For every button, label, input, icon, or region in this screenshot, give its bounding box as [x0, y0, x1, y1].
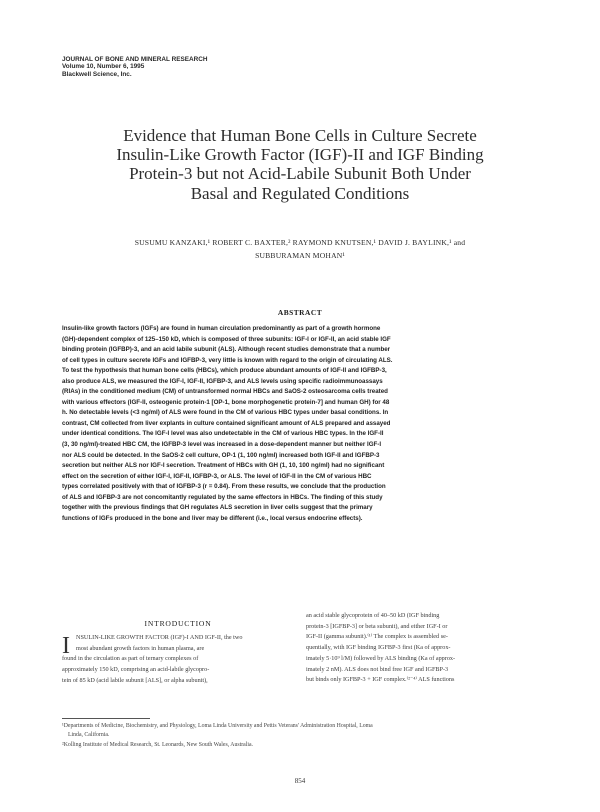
journal-publisher: Blackwell Science, Inc. [62, 70, 132, 78]
title-line: Insulin-Like Growth Factor (IGF)-II and IGF Binding [116, 145, 484, 165]
title-line: Evidence that Human Bone Cells in Culture Secrete [123, 126, 477, 145]
abstract-line: of cell types in culture secrete IGFs and IGFBP-3, very little is known with regard to the origin of circulating ALS. [62, 356, 393, 364]
intro-line: approximately 150 kD, comprising an acid-labile glycopro- [62, 666, 210, 674]
abstract-line: of ALS and IGFBP-3 are not concomitantly regulated by the same effectors in HBCs. The finding of this study [62, 493, 383, 501]
abstract-line: nor ALS could be detected. In the SaOS-2 cell culture, OP-1 (1, 100 ng/ml) increased both IGF-II and IGFBP-3 [62, 451, 380, 459]
authors-line: SUSUMU KANZAKI,¹ ROBERT C. BAXTER,² RAYMOND KNUTSEN,¹ DAVID J. BAYLINK,¹ and [134, 238, 466, 247]
abstract-line: also produce ALS, we measured the IGF-I, IGF-II, IGFBP-3, and ALS levels using specific radioimmunoassays [62, 377, 383, 385]
intro-line: found in the circulation as part of ternary complexes of [62, 655, 199, 663]
intro-line: quentially, with IGF binding IGFBP-3 first (Ka of approx- [306, 644, 451, 652]
abstract-line: Insulin-like growth factors (IGFs) are found in human circulation predominantly as part of a growth hormone [62, 325, 381, 332]
journal-name: JOURNAL OF BONE AND MINERAL RESEARCH [62, 56, 208, 63]
intro-line: but binds only IGFBP-3 + IGF complex.⁽²⁻⁴⁾ ALS functions [306, 676, 455, 684]
abstract-line: h. No detectable levels (<3 ng/ml) of ALS were found in the CM of various HBC types under basal conditions. In [62, 409, 389, 417]
intro-line: protein-3 [IGFBP-3] or beta subunit), and either IGF-I or [306, 622, 448, 630]
introduction-right-column [306, 611, 540, 686]
abstract-line: (RIAs) in the conditioned medium (CM) of untransformed normal HBCs and SaOS-2 osteosarcoma cells treated [62, 388, 388, 396]
article-title [60, 126, 540, 203]
footnote-line: ²Kolling Institute of Medical Research, St. Leonards, New South Wales, Australia. [62, 741, 253, 748]
author-list [60, 236, 540, 262]
abstract-line: binding protein (IGFBP)-3, and an acid labile subunit (ALS). Although recent studies demonstrate that a number [62, 346, 391, 354]
abstract-line: contrast, CM collected from liver explants in culture contained significant amount of ALS prepared and assayed [62, 419, 391, 427]
abstract-line: together with the previous findings that GH regulates ALS secretion in liver cells suggest that the primary [62, 504, 373, 512]
footnote-line: Linda, California. [68, 732, 110, 739]
introduction-heading: INTRODUCTION [144, 619, 212, 628]
intro-line: imately 2 nM). ALS does not bind free IGF and IGFBP-3 [306, 665, 449, 673]
drop-cap: I [62, 633, 70, 659]
abstract-line: effect on the secretion of either IGF-I, IGF-II, IGFBP-3, or ALS. The level of IGF-II in the CM of various HBC [62, 472, 372, 480]
abstract-line: functions of IGFs produced in the bone and liver may be different (i.e., local versus endocrine effects). [62, 514, 363, 522]
footnotes [62, 722, 540, 750]
intro-line: NSULIN-LIKE GROWTH FACTOR (IGF)-I AND IGF-II, the two [76, 634, 243, 641]
intro-line: IGF-II (gamma subunit).⁽¹⁾ The complex is assembled se- [306, 633, 448, 641]
journal-volume: Volume 10, Number 6, 1995 [62, 63, 145, 71]
intro-line: most abundant growth factors in human plasma, are [76, 644, 205, 652]
abstract-line: (3, 30 ng/ml)-treated HBC CM, the IGFBP-3 level was increased in a dose-dependent manner but neither IGF-I [62, 441, 382, 449]
footnote-line: ¹Departments of Medicine, Biochemistry, and Physiology, Loma Linda University and Pettis Veterans' Administration Hospital, Loma [62, 723, 373, 729]
abstract-line: types correlated positively with that of IGFBP-3 (r = 0.84). From these results, we conclude that the production [62, 483, 386, 491]
intro-line: an acid stable glycoprotein of 40–50 kD (IGF binding [306, 612, 440, 619]
abstract-body [62, 324, 538, 524]
page-number: 854 [294, 777, 306, 785]
introduction-left-column [62, 633, 296, 687]
abstract-line: To test the hypothesis that human bone cells (HBCs), which produce abundant amounts of IGF-II and IGFBP-3, [62, 367, 387, 375]
title-line: Basal and Regulated Conditions [190, 183, 410, 203]
intro-line: tein of 85 kD (acid labile subunit [ALS], or alpha subunit), [62, 676, 208, 684]
abstract-line: secretion but neither ALS nor IGF-I secretion. Treatment of HBCs with GH (1, 10, 100 ng/ml) had no significant [62, 462, 385, 470]
abstract-line: under identical conditions. The IGF-I level was also undetectable in the CM of various HBC types. In the IGF-II [62, 430, 384, 438]
abstract-line: with various effectors (IGF-II, osteogenic protein-1 [OP-1, bone morphogenetic protein-7] and human GH) for 48 [62, 398, 390, 406]
intro-line: imately 5·10⁹ l/M) followed by ALS binding (Ka of approx- [306, 654, 456, 662]
abstract-line: (GH)-dependent complex of 125–150 kD, which is composed of three subunits: IGF-I or IGF-II, an acid stable IGF [62, 335, 391, 343]
footnote-divider [62, 718, 150, 719]
journal-header [62, 56, 207, 78]
abstract-heading: ABSTRACT [277, 308, 323, 317]
title-line: Protein-3 but not Acid-Labile Subunit Both Under [129, 164, 471, 184]
authors-line: SUBBURAMAN MOHAN¹ [255, 251, 345, 260]
